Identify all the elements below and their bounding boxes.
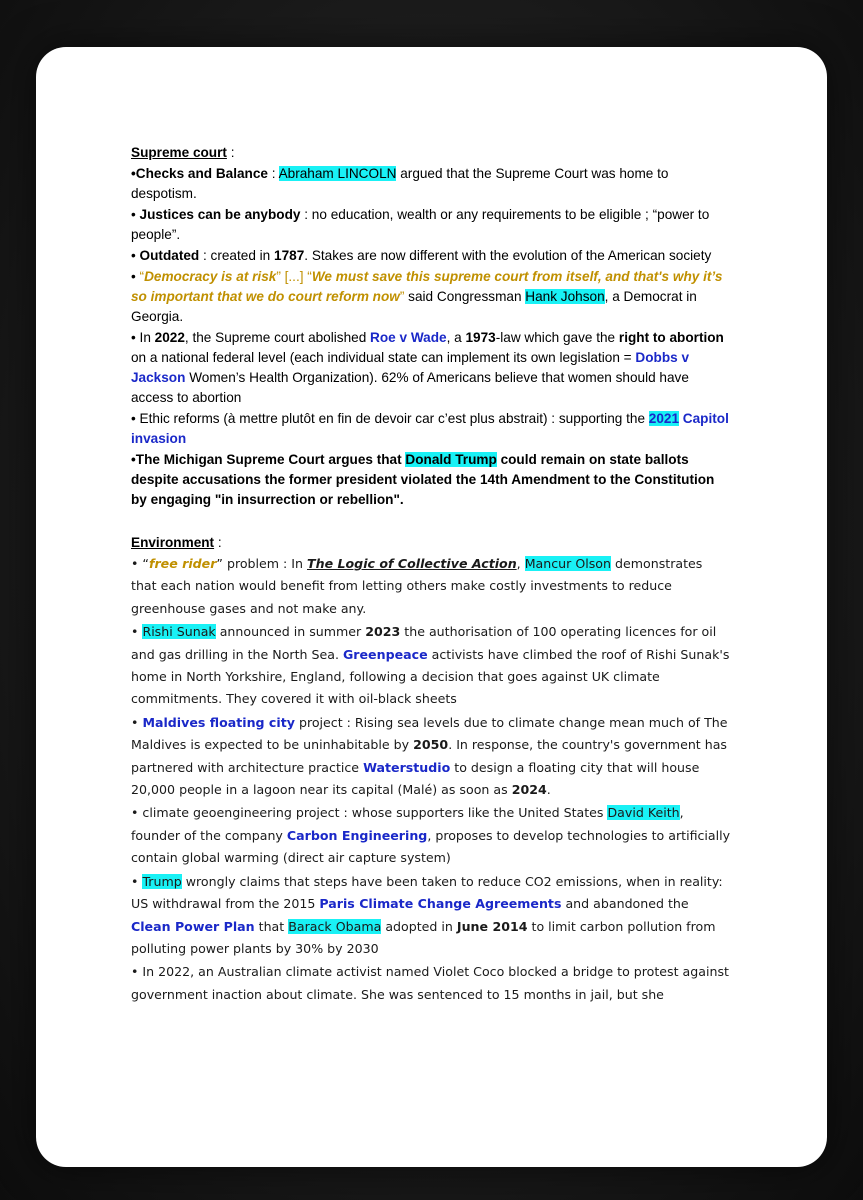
list-item: • Maldives floating city project : Rising sea levels due to climate change mean much of The Maldives is expected to be uninhabitable by 2050. In response, the country's government has partnered with architecture practice Waterstudio to design a floating city that will house 20,000 people in a lagoon near its capital (Malé) as soon as 2024. bbox=[131, 714, 728, 798]
list-item: • In 2022, an Australian climate activist named Violet Coco blocked a bridge to protest against government inaction about climate. She was sentenced to 15 months in jail, but she bbox=[131, 964, 729, 1002]
list-item: • Rishi Sunak announced in summer 2023 the authorisation of 100 operating licences for oil and gas drilling in the North Sea. Greenpeace activists have climbed the roof of Rishi Sunak's home in North Yorkshire, England, following a decision that goes against UK climate commitments. They covered it with oil-black sheets bbox=[131, 624, 730, 707]
list-item: • Outdated : created in 1787. Stakes are now different with the evolution of the American society bbox=[131, 248, 712, 263]
highlighted-name: Rishi Sunak bbox=[142, 624, 216, 640]
highlighted-name: David Keith bbox=[607, 805, 680, 821]
section-heading-supreme-court: Supreme court : bbox=[131, 145, 235, 160]
project-name: Maldives floating city bbox=[142, 714, 295, 730]
environment-section bbox=[131, 553, 731, 1006]
list-item: • Trump wrongly claims that steps have been taken to reduce CO2 emissions, when in reality: US withdrawal from the 2015 Paris Climate Change Agreements and abandoned the Clean Power Plan that Barack Obama adopted in June 2014 to limit carbon pollution from polluting power plants by 30% by 2030 bbox=[131, 873, 723, 956]
highlighted-name: Trump bbox=[142, 873, 182, 889]
quote-text: We must save this supreme court from itself, and that's why it’s so important that we do court reform now bbox=[131, 269, 723, 304]
plan-name: Clean Power Plan bbox=[131, 918, 255, 934]
list-item: • “Democracy is at risk” [...] “We must save this supreme court from itself, and that's why it’s so important that we do court reform now” said Congressman Hank Johson, a Democrat in Georgia. bbox=[131, 269, 723, 324]
highlighted-name: Donald Trump bbox=[405, 452, 497, 467]
document-content bbox=[131, 143, 731, 1007]
highlighted-name: Barack Obama bbox=[288, 918, 382, 934]
quote-text: Democracy is at risk bbox=[144, 269, 277, 284]
supreme-court-section bbox=[131, 143, 731, 510]
highlighted-name: Hank Johson bbox=[525, 289, 605, 304]
company-name: Carbon Engineering bbox=[286, 827, 428, 843]
book-title: The Logic of Collective Action bbox=[307, 556, 517, 571]
list-item: • Justices can be anybody : no education, wealth or any requirements to be eligible ; “power to people”. bbox=[131, 207, 710, 242]
agreement-name: Paris Climate Change Agreements bbox=[319, 896, 562, 912]
term: free rider bbox=[148, 556, 217, 571]
case-name: Roe v Wade bbox=[370, 330, 447, 345]
list-item: •The Michigan Supreme Court argues that Donald Trump could remain on state ballots despite accusations the former president violated the 14th Amendment to the Constitution by engaging "in insurrection or rebellion". bbox=[131, 452, 715, 507]
list-item: • “free rider” problem : In The Logic of Collective Action, Mancur Olson demonstrates that each nation would benefit from letting others make costly investments to reduce greenhouse gases and not make any. bbox=[131, 556, 703, 616]
highlighted-year: 2021 bbox=[648, 411, 680, 426]
highlighted-name: Abraham LINCOLN bbox=[278, 166, 397, 181]
document-page bbox=[36, 47, 827, 1167]
list-item: •Checks and Balance : Abraham LINCOLN argued that the Supreme Court was home to despotism. bbox=[131, 166, 669, 201]
org-name: Greenpeace bbox=[342, 646, 428, 662]
list-item: • In 2022, the Supreme court abolished Roe v Wade, a 1973-law which gave the right to abortion on a national federal level (each individual state can implement its own legislation = Dobbs v Jackson Women’s Health Organization). 62% of Americans believe that women should have access to abortion bbox=[131, 330, 724, 405]
section-gap bbox=[131, 511, 731, 533]
list-item: • climate geoengineering project : whose supporters like the United States David Keith, founder of the company Carbon Engineering, proposes to develop technologies to artificially contain global warming (direct air capture system) bbox=[131, 805, 731, 866]
firm-name: Waterstudio bbox=[363, 759, 451, 775]
case-name: Dobbs v Jackson bbox=[131, 350, 690, 385]
section-heading-environment: Environment : bbox=[131, 535, 222, 550]
list-item: • Ethic reforms (à mettre plutôt en fin de devoir car c’est plus abstrait) : supporting the 2021 Capitol invasion bbox=[131, 411, 729, 446]
highlighted-name: Mancur Olson bbox=[524, 556, 611, 571]
